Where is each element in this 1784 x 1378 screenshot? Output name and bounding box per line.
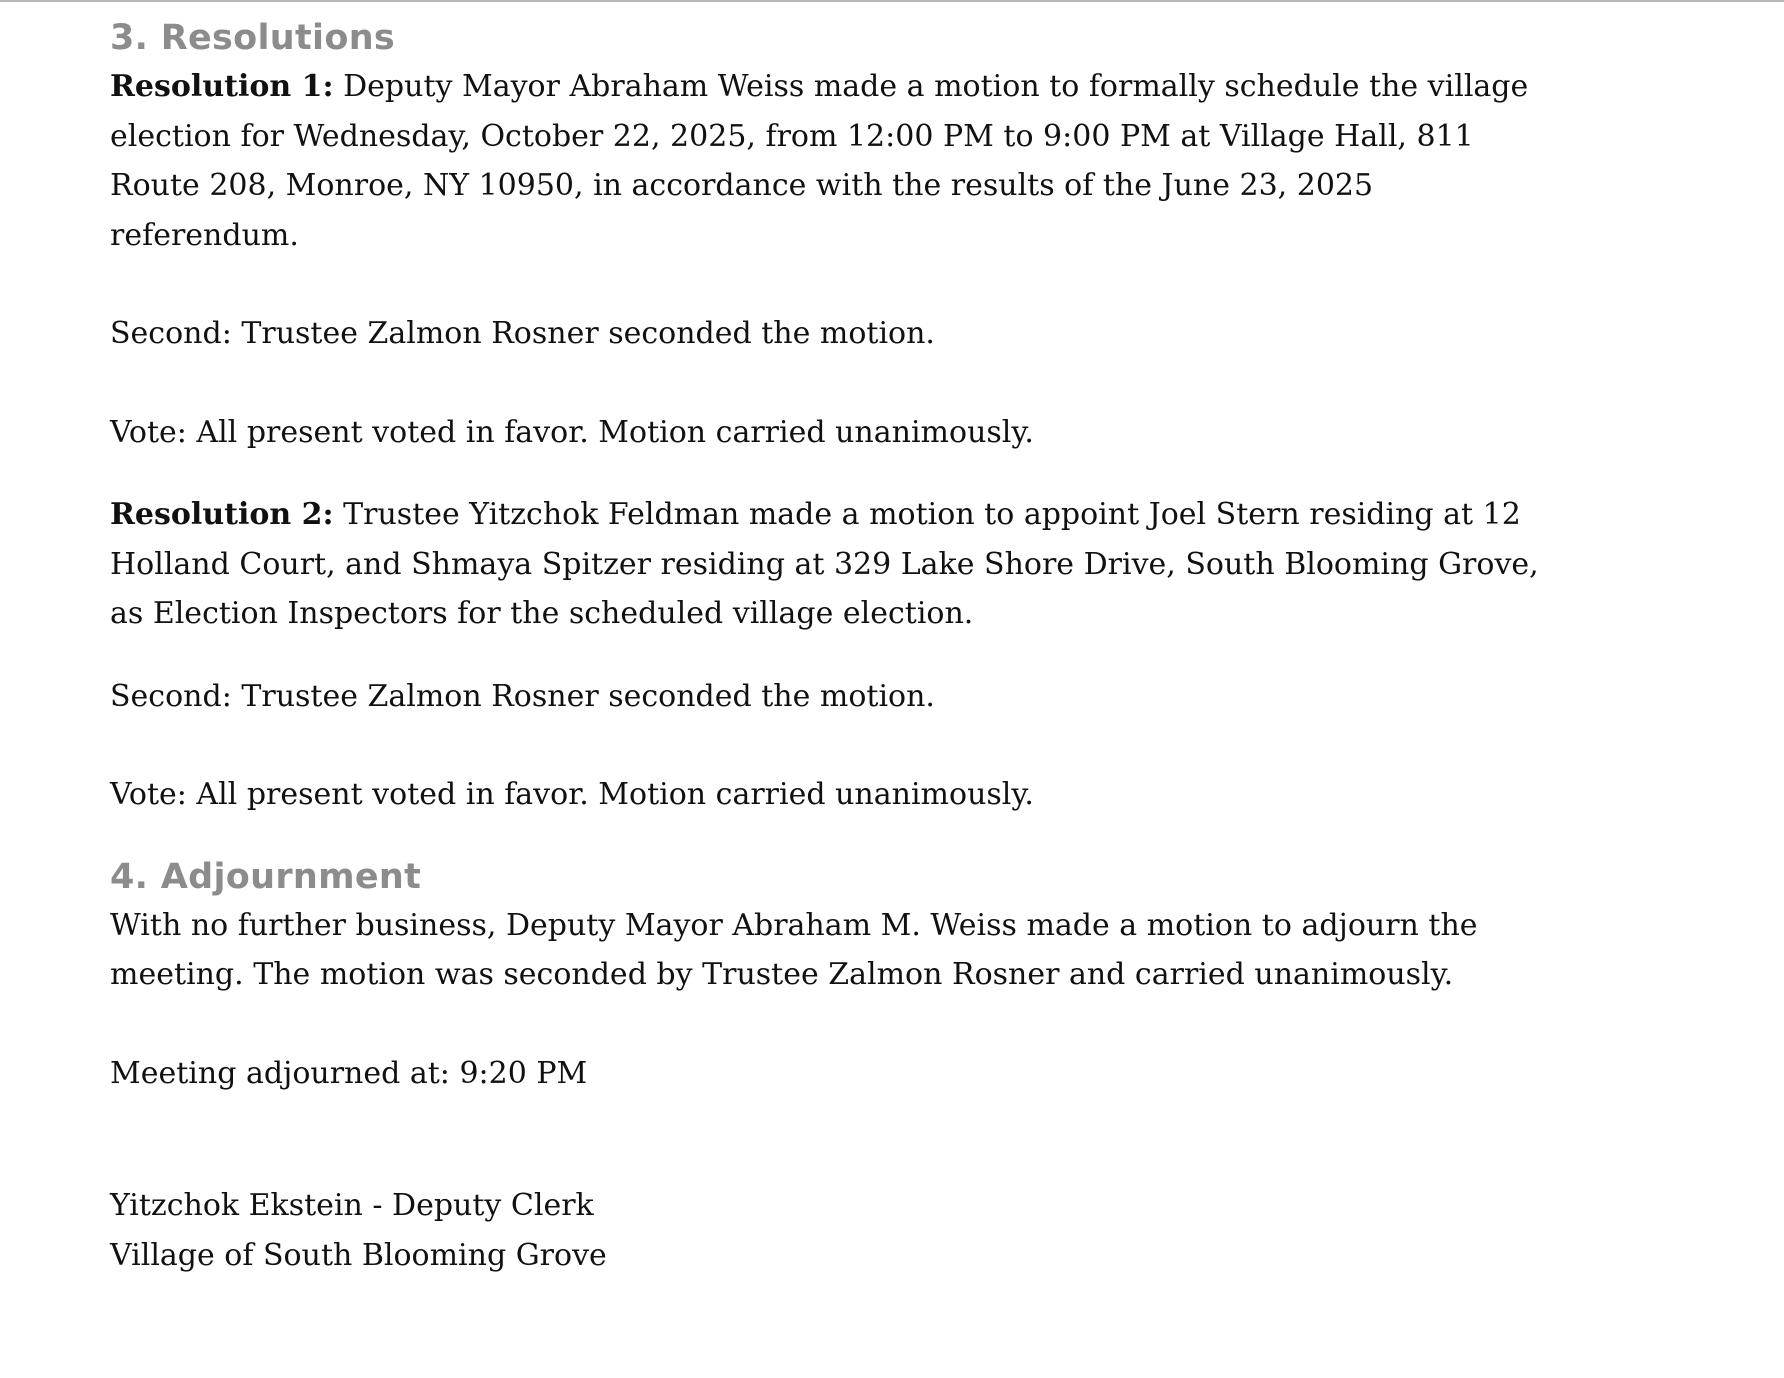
resolution-2-vote: Vote: All present voted in favor. Motion carried unanimously. [110,777,1034,812]
signature-name-title: Yitzchok Ekstein - Deputy Clerk [110,1188,594,1223]
adjournment-paragraph: With no further business, Deputy Mayor Abraham M. Weiss made a motion to adjourn the meeting. The motion was seconded by Trustee Zalmon Rosner and carried unanimously. [110,907,1478,992]
section-heading-resolutions: 3. Resolutions [110,18,396,58]
resolution-1-vote: Vote: All present voted in favor. Motion carried unanimously. [110,414,1034,450]
resolution-1-label: Resolution 1: [110,69,334,104]
resolution-2-text: Trustee Yitzchok Feldman made a motion to appoint Joel Stern residing at 12 Holland Court, and Shmaya Spitzer residing at 329 Lake Shore Drive, South Blooming Grove, as Election Inspectors for the scheduled village election. [110,497,1539,631]
resolution-2-paragraph [110,490,1570,639]
resolution-1-paragraph [110,62,1570,260]
section-heading-adjournment: 4. Adjournment [110,856,422,897]
adjournment-time: Meeting adjourned at: 9:20 PM [110,1055,588,1091]
resolution-2-label: Resolution 2: [110,497,334,532]
resolution-1-second: Second: Trustee Zalmon Rosner seconded the motion. [110,316,935,351]
resolution-1-text: Deputy Mayor Abraham Weiss made a motion to formally schedule the village election for Wednesday, October 22, 2025, from 12:00 PM to 9:00 PM at Village Hall, 811 Route 208, Monroe, NY 10950, in accordance with the results of the June 23, 2025 referendum. [110,69,1529,253]
signature-organization: Village of South Blooming Grove [110,1237,607,1273]
document-page [110,14,1570,1280]
top-divider [0,0,1784,2]
resolution-2-second: Second: Trustee Zalmon Rosner seconded the motion. [110,678,935,714]
